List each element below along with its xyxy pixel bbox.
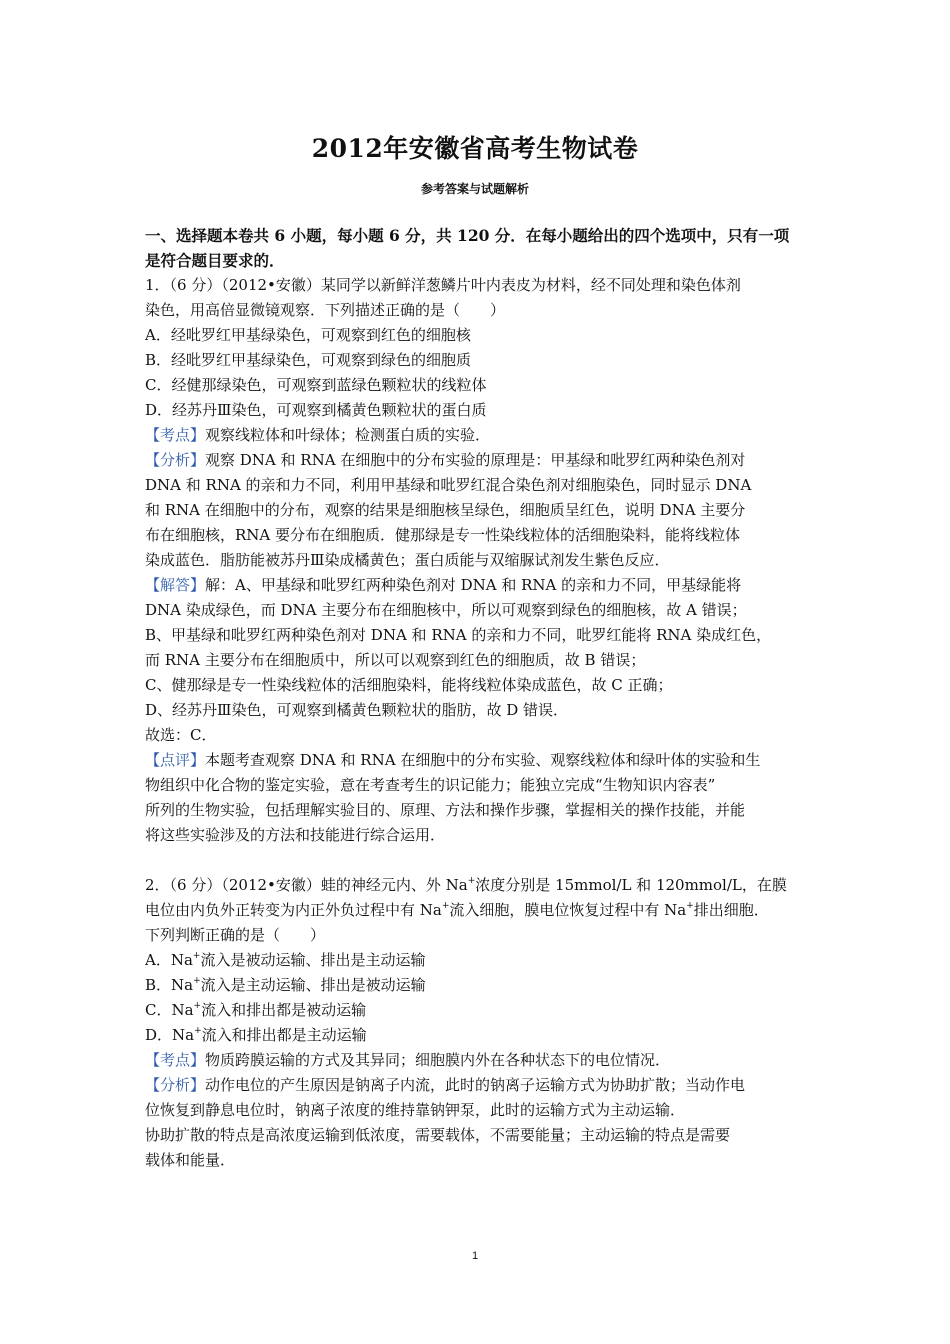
na-plus-sup: + <box>467 876 476 886</box>
q1-stem-line2: 染色，用高倍显微镜观察．下列描述正确的是（ ） <box>145 301 506 319</box>
q1-kaodian-tag: 【考点】 <box>145 426 206 444</box>
q1-option-c: C．经健那绿染色，可观察到蓝绿色颗粒状的线粒体 <box>145 376 487 394</box>
na-plus-sup: + <box>193 1001 202 1011</box>
na-plus-sup: + <box>441 901 450 911</box>
q2-fenxi-line4: 载体和能量． <box>145 1151 236 1169</box>
q1-jieda-line6: D、经苏丹Ⅲ染色，可观察到橘黄色颗粒状的脂肪，故 D 错误． <box>145 701 569 719</box>
question-2 <box>145 873 815 1173</box>
q1-option-d: D．经苏丹Ⅲ染色，可观察到橘黄色颗粒状的蛋白质 <box>145 401 487 419</box>
q2-option-d-text: 流入和排出都是主动运输 <box>201 1026 367 1044</box>
q1-fenxi-line1 <box>145 448 815 473</box>
q1-fenxi-line3: 和 RNA 在细胞中的分布，观察的结果是细胞核呈绿色，细胞质呈红色，说明 DNA 主要分 <box>145 501 746 519</box>
document-title: 2012年安徽省高考生物试卷 <box>311 134 639 163</box>
q1-fenxi-line4: 布在细胞核，RNA 要分布在细胞质．健那绿是专一性染线粒体的活细胞染料，能将线粒体 <box>145 526 741 544</box>
q2-stem-line2-c: 排出细胞． <box>693 901 769 919</box>
q2-stem-line3: 下列判断正确的是（ ） <box>145 926 326 944</box>
q1-jieda-line1 <box>145 573 815 598</box>
q1-option-b: B．经吡罗红甲基绿染色，可观察到绿色的细胞质 <box>145 351 472 369</box>
q1-dianping-tag: 【点评】 <box>145 751 206 769</box>
section-heading-line1: 一、选择题本卷共 6 小题，每小题 6 分，共 120 分．在每小题给出的四个选项中，只有一项 <box>145 226 790 245</box>
q2-fenxi-line2: 位恢复到静息电位时，钠离子浓度的维持靠钠钾泵，此时的运输方式为主动运输． <box>145 1101 686 1119</box>
q1-kaodian <box>145 423 815 448</box>
q2-stem-line1-a: 2．（6 分）（2012•安徽）蛙的神经元内、外 Na <box>145 876 468 894</box>
q2-fenxi-line3: 协助扩散的特点是高浓度运输到低浓度，需要载体，不需要能量；主动运输的特点是需要 <box>145 1126 731 1144</box>
document-subtitle: 参考答案与试题解析 <box>420 182 529 196</box>
q1-jieda-tag: 【解答】 <box>145 576 206 594</box>
na-plus-sup: + <box>194 1026 202 1036</box>
q1-dianping-line3: 所列的生物实验，包括理解实验目的、原理、方法和操作步骤，掌握相关的操作技能，并能 <box>145 801 746 819</box>
question-separator <box>145 848 815 873</box>
q2-option-c <box>145 998 815 1023</box>
q2-option-a-prefix: A．Na <box>145 951 193 969</box>
q2-option-b-text: 流入是主动运输、排出是被动运输 <box>200 976 426 994</box>
q2-stem-line2-a: 电位由内负外正转变为内正外负过程中有 Na <box>145 901 442 919</box>
q2-stem-line1-b: 浓度分别是 15mmol/L 和 120mmol/L，在膜 <box>475 876 787 894</box>
q2-fenxi-tag: 【分析】 <box>145 1076 206 1094</box>
q1-fenxi-line2: DNA 和 RNA 的亲和力不同，利用甲基绿和吡罗红混合染色剂对细胞染色，同时显示 DNA <box>145 476 752 494</box>
q1-jieda-line3: B、甲基绿和吡罗红两种染色剂对 DNA 和 RNA 的亲和力不同，吡罗红能将 RNA 染成红色， <box>145 626 772 644</box>
q1-kaodian-text: 观察线粒体和叶绿体；检测蛋白质的实验． <box>205 426 491 444</box>
q2-kaodian-text: 物质跨膜运输的方式及其异同；细胞膜内外在各种状态下的电位情况． <box>205 1051 671 1069</box>
q1-jieda-line4: 而 RNA 主要分布在细胞质中，所以可以观察到红色的细胞质，故 B 错误； <box>145 651 646 669</box>
q2-fenxi-text1: 动作电位的产生原因是钠离子内流，此时的钠离子运输方式为协助扩散；当动作电 <box>205 1076 746 1094</box>
q1-option-a: A．经吡罗红甲基绿染色，可观察到红色的细胞核 <box>145 326 471 344</box>
page-number: 1 <box>471 1250 479 1262</box>
q1-dianping-text1: 本题考查观察 DNA 和 RNA 在细胞中的分布实验、观察线粒体和绿叶体的实验和生 <box>205 751 761 769</box>
q1-jieda-text1: 解：A、甲基绿和吡罗红两种染色剂对 DNA 和 RNA 的亲和力不同，甲基绿能将 <box>205 576 742 594</box>
q2-option-d-prefix: D．Na <box>145 1026 195 1044</box>
na-plus-sup: + <box>686 901 694 911</box>
q2-option-a-text: 流入是被动运输、排出是主动运输 <box>200 951 426 969</box>
q1-fenxi-line5: 染成蓝色．脂肪能被苏丹Ⅲ染成橘黄色；蛋白质能与双缩脲试剂发生紫色反应． <box>145 551 670 569</box>
q1-jieda-line5: C、健那绿是专一性染线粒体的活细胞染料，能将线粒体染成蓝色，故 C 正确； <box>145 676 673 694</box>
q1-jieda-line2: DNA 染成绿色，而 DNA 主要分布在细胞核中，所以可观察到绿色的细胞核，故 A 错误； <box>145 601 747 619</box>
q2-option-c-text: 流入和排出都是被动运输 <box>201 1001 367 1019</box>
q2-option-b <box>145 973 815 998</box>
q2-stem-line1 <box>145 873 815 898</box>
q2-kaodian <box>145 1048 815 1073</box>
q2-kaodian-tag: 【考点】 <box>145 1051 206 1069</box>
q1-dianping-line2: 物组织中化合物的鉴定实验，意在考查考生的识记能力；能独立完成“生物知识内容表” <box>145 776 716 794</box>
q1-fenxi-text1: 观察 DNA 和 RNA 在细胞中的分布实验的原理是：甲基绿和吡罗红两种染色剂对 <box>205 451 746 469</box>
q2-option-c-prefix: C．Na <box>145 1001 194 1019</box>
q2-stem-line2 <box>145 898 815 923</box>
q2-option-d <box>145 1023 815 1048</box>
section-heading-line2: 是符合题目要求的． <box>145 251 285 270</box>
q2-fenxi-line1 <box>145 1073 815 1098</box>
q2-option-a <box>145 948 815 973</box>
q1-dianping-line1 <box>145 748 815 773</box>
document-content <box>145 223 815 1173</box>
q2-stem-line2-b: 流入细胞，膜电位恢复过程中有 Na <box>449 901 687 919</box>
q1-dianping-line4: 将这些实验涉及的方法和技能进行综合运用． <box>145 826 446 844</box>
na-plus-sup: + <box>193 976 201 986</box>
q1-stem-line1: 1．（6 分）（2012•安徽）某同学以新鲜洋葱鳞片叶内表皮为材料，经不同处理和染色体剂 <box>145 276 741 294</box>
q1-fenxi-tag: 【分析】 <box>145 451 206 469</box>
q1-jieda-line7: 故选：C． <box>145 726 217 744</box>
na-plus-sup: + <box>192 951 201 961</box>
q2-option-b-prefix: B．Na <box>145 976 194 994</box>
question-1 <box>145 273 815 848</box>
